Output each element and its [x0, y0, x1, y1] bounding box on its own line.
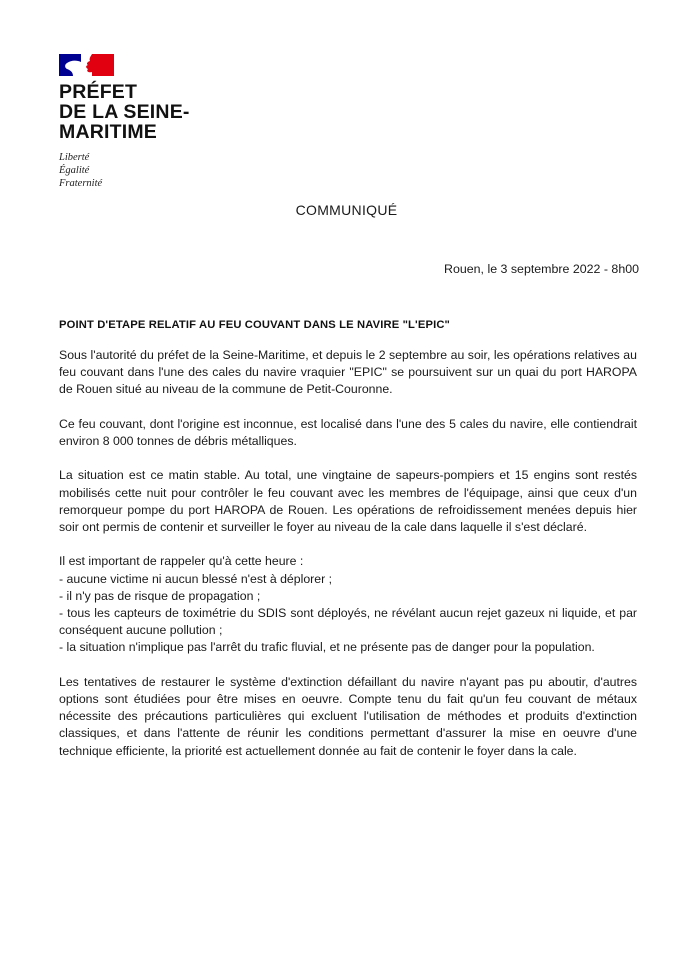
prefecture-name-line: MARITIME [59, 121, 158, 143]
motto-liberte: Liberté [59, 152, 90, 163]
date-location-line: Rouen, le 3 septembre 2022 - 8h00 [444, 262, 639, 276]
prefecture-logo [59, 54, 259, 190]
press-release-headline: POINT D'ETAPE RELATIF AU FEU COUVANT DANS LE NAVIRE "L'EPIC" [59, 319, 451, 331]
body-paragraph: La situation est ce matin stable. Au total, une vingtaine de sapeurs-pompiers et 15 engins sont restés mobilisés cette nuit pour contrôler le feu couvant avec les membres de l'équipage, ainsi que ceux d'un remorqueur pompe du port HAROPA de Rouen. Les opérations de refroidissement menées depuis hier soir ont permis de contenir et surveiller le foyer au niveau de la cale dans laquelle il s'est déclaré. [59, 468, 637, 534]
list-intro: Il est important de rappeler qu'à cette heure : [59, 554, 304, 569]
body-paragraph: Ce feu couvant, dont l'origine est inconnue, est localisé dans l'une des 5 cales du navire, elle contiendrait environ 8 000 tonnes de débris métalliques. [59, 416, 637, 448]
list-item: - aucune victime ni aucun blessé n'est à déplorer ; [59, 571, 333, 586]
key-points-list [59, 571, 637, 657]
prefecture-name [59, 82, 259, 142]
list-item: - tous les capteurs de toximétrie du SDIS sont déployés, ne révélant aucun rejet gazeux ni liquide, et par conséquent aucune pollution ; [59, 606, 637, 638]
prefecture-name-line: DE LA SEINE- [59, 101, 190, 123]
motto-fraternite: Fraternité [59, 178, 103, 189]
press-release-body [59, 347, 637, 777]
closing-paragraph: Les tentatives de restaurer le système d'extinction défaillant du navire n'ayant pas pu aboutir, d'autres options sont étudiées pour être mises en oeuvre. Compte tenu du fait qu'un feu couvant de métaux nécessite des précautions particulières qui excluent l'utilisation de méthodes et produits d'extinction classiques, et dans l'attente de réunir les conditions permettant d'assurer la mise en oeuvre d'une technique efficiente, la priorité est actuellement donnée au fait de contenir le foyer dans la cale. [59, 674, 637, 758]
marianne-flag-icon [59, 54, 114, 76]
republic-motto [59, 151, 259, 190]
motto-egalite: Égalité [59, 165, 90, 176]
document-type-title: COMMUNIQUÉ [295, 202, 398, 218]
list-item: - il n'y pas de risque de propagation ; [59, 588, 261, 603]
prefecture-name-line: PRÉFET [59, 81, 138, 103]
list-item: - la situation n'implique pas l'arrêt du trafic fluvial, et ne présente pas de danger pour la population. [59, 640, 595, 655]
body-paragraph: Sous l'autorité du préfet de la Seine-Maritime, et depuis le 2 septembre au soir, les opérations relatives au feu couvant dans l'une des cales du navire vraquier "EPIC" se poursuivent sur un quai du port HAROPA de Rouen situé au niveau de la commune de Petit-Couronne. [59, 348, 637, 397]
